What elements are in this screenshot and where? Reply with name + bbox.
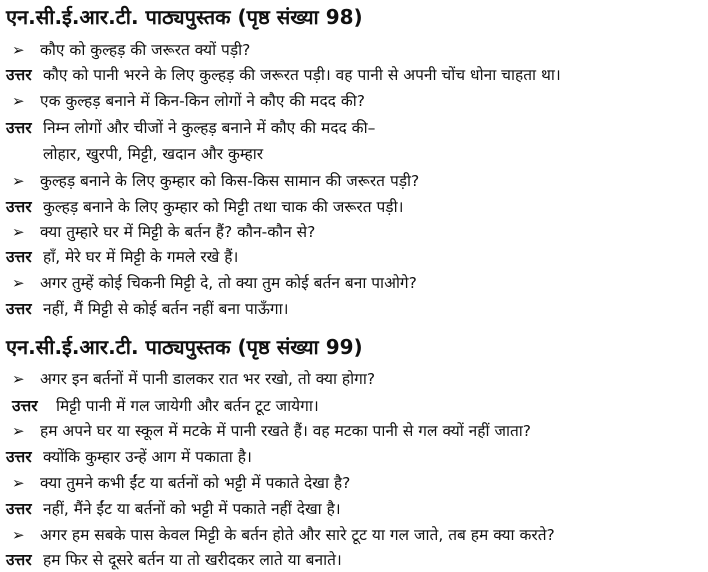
answer-text: नहीं, मैंने ईंट या बर्तनों को भट्टी में पकाते नहीं देखा है। [43,500,341,518]
question-text: कौए को कुल्हड़ की जरूरत क्यों पड़ी? [40,41,251,59]
answer-label: उत्तर [6,300,32,318]
answer-label: उत्तर [6,500,32,518]
answer-continuation-text: लोहार, खुरपी, मिट्टी, खदान और कुम्हार [43,145,264,163]
answer-label: उत्तर [6,448,32,466]
arrow-icon: ➢ [12,41,25,59]
answer-text: मिट्टी पानी में गल जायेगी और बर्तन टूट जायेगा। [56,397,319,415]
answer-label: उत्तर [12,397,38,415]
answer-label: उत्तर [6,66,32,84]
arrow-icon: ➢ [12,422,25,440]
question-text: अगर इन बर्तनों में पानी डालकर रात भर रखो, तो क्या होगा? [40,370,376,388]
section-heading-page-98: एन.सी.ई.आर.टी. पाठ्यपुस्तक (पृष्ठ संख्या 98) [6,5,363,29]
arrow-icon: ➢ [12,526,25,544]
answer-text: क्योंकि कुम्हार उन्हें आग में पकाता है। [43,448,252,466]
answer-label: उत्तर [6,119,32,137]
answer-text: हाँ, मेरे घर में मिट्टी के गमले रखे हैं। [43,248,239,266]
answer-label: उत्तर [6,551,32,569]
question-text: कुल्हड़ बनाने के लिए कुम्हार को किस-किस सामान की जरूरत पड़ी? [40,172,420,190]
answer-text: कुल्हड़ बनाने के लिए कुम्हार को मिट्टी तथा चाक की जरूरत पड़ी। [43,198,404,216]
answer-text: निम्न लोगों और चीजों ने कुल्हड़ बनाने में कौए की मदद की– [43,119,376,137]
arrow-icon: ➢ [12,172,25,190]
answer-text: कौए को पानी भरने के लिए कुल्हड़ की जरूरत पड़ी। वह पानी से अपनी चोंच धोना चाहता था। [43,66,561,84]
question-text: एक कुल्हड़ बनाने में किन-किन लोगों ने कौए की मदद की? [40,92,365,110]
question-text: अगर तुम्हें कोई चिकनी मिट्टी दे, तो क्या तुम कोई बर्तन बना पाओगे? [40,274,417,292]
question-text: क्या तुमने कभी ईंट या बर्तनों को भट्टी में पकाते देखा है? [40,474,351,492]
question-text: अगर हम सबके पास केवल मिट्टी के बर्तन होते और सारे टूट या गल जाते, तब हम क्या करते? [40,526,555,544]
arrow-icon: ➢ [12,370,25,388]
question-text: हम अपने घर या स्कूल में मटके में पानी रखते हैं। वह मटका पानी से गल क्यों नहीं जाता? [40,422,532,440]
answer-text: हम फिर से दूसरे बर्तन या तो खरीदकर लाते या बनाते। [43,551,342,569]
arrow-icon: ➢ [12,274,25,292]
arrow-icon: ➢ [12,474,25,492]
section-heading-page-99: एन.सी.ई.आर.टी. पाठ्यपुस्तक (पृष्ठ संख्या 99) [6,335,363,359]
arrow-icon: ➢ [12,223,25,241]
answer-label: उत्तर [6,248,32,266]
arrow-icon: ➢ [12,92,25,110]
answer-label: उत्तर [6,198,32,216]
answer-text: नहीं, मैं मिट्टी से कोई बर्तन नहीं बना पाऊँगा। [43,300,289,318]
question-text: क्या तुम्हारे घर में मिट्टी के बर्तन हैं? कौन-कौन से? [40,223,316,241]
